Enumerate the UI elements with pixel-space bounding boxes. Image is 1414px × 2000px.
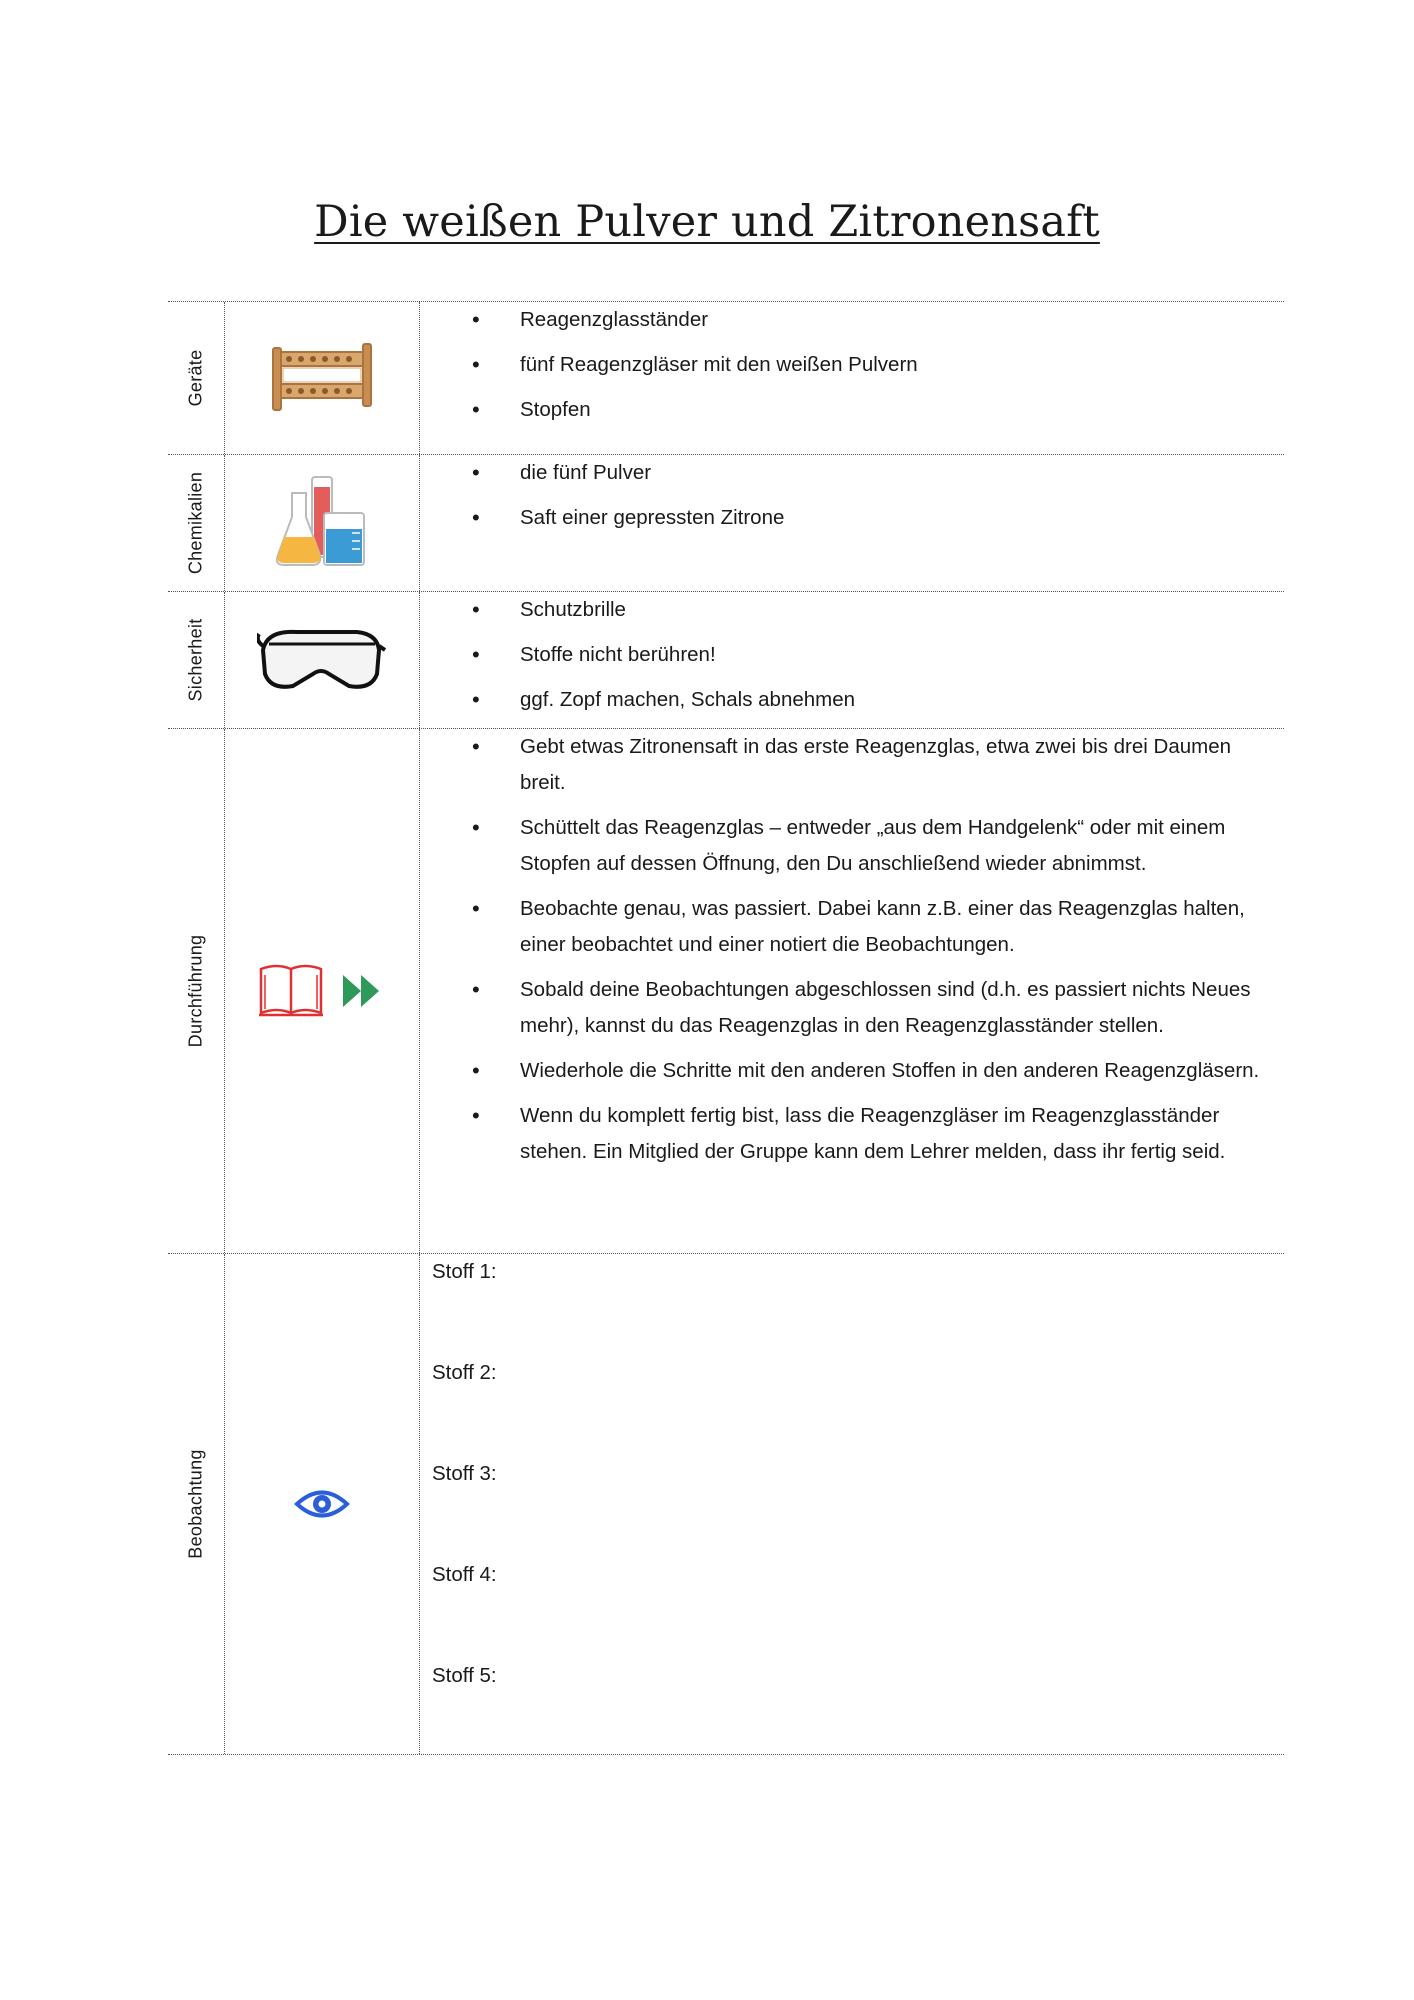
list-item: • Schüttelt das Reagenzglas – entweder „aus dem Handgelenk“ oder mit einem Stopfen auf dessen Öffnung, den Du anschließend wieder abnimmst.	[420, 810, 1264, 882]
section-content	[420, 1254, 1284, 1754]
safety-goggles-icon	[225, 592, 420, 728]
observation-field[interactable]: Stoff 3:	[432, 1462, 497, 1485]
list-item: • Reagenzglasständer	[420, 302, 1264, 338]
list-item: • Gebt etwas Zitronensaft in das erste Reagenzglas, etwa zwei bis drei Daumen breit.	[420, 729, 1264, 801]
worksheet-table	[168, 301, 1284, 1755]
section-label: Geräte	[168, 302, 225, 454]
list-item: • Wiederhole die Schritte mit den anderen Stoffen in den anderen Reagenzgläsern.	[420, 1053, 1264, 1089]
section-beobachtung	[168, 1253, 1284, 1755]
section-content	[420, 455, 1284, 591]
item-list	[420, 592, 1264, 718]
item-list	[420, 729, 1264, 1170]
section-content	[420, 302, 1284, 454]
beakers-icon	[225, 455, 420, 591]
item-list	[420, 302, 1264, 428]
list-item: • Stopfen	[420, 392, 1264, 428]
section-content	[420, 729, 1284, 1253]
eye-icon	[225, 1254, 420, 1754]
list-item: • Wenn du komplett fertig bist, lass die Reagenzgläser im Reagenzglasständer stehen. Ein Mitglied der Gruppe kann dem Lehrer melden, dass ihr fertig seid.	[420, 1098, 1264, 1170]
section-geraete	[168, 301, 1284, 454]
section-label: Chemikalien	[168, 455, 225, 591]
observation-field[interactable]: Stoff 2:	[432, 1361, 497, 1384]
list-item: • Schutzbrille	[420, 592, 1264, 628]
observation-field[interactable]: Stoff 1:	[432, 1260, 497, 1283]
list-item: • Saft einer gepressten Zitrone	[420, 500, 1264, 536]
section-label: Durchführung	[168, 729, 225, 1253]
test-tube-rack-icon	[225, 302, 420, 454]
observation-field[interactable]: Stoff 4:	[432, 1563, 497, 1586]
list-item: • ggf. Zopf machen, Schals abnehmen	[420, 682, 1264, 718]
section-sicherheit	[168, 591, 1284, 728]
list-item: • Sobald deine Beobachtungen abgeschlossen sind (d.h. es passiert nichts Neues mehr), kannst du das Reagenzglas in den Reagenzglasständer stellen.	[420, 972, 1264, 1044]
section-label: Beobachtung	[168, 1254, 225, 1754]
list-item: • fünf Reagenzgläser mit den weißen Pulvern	[420, 347, 1264, 383]
list-item: • die fünf Pulver	[420, 455, 1264, 491]
section-content	[420, 592, 1284, 728]
item-list	[420, 455, 1264, 536]
page-title: Die weißen Pulver und Zitronensaft	[314, 197, 1100, 247]
list-item: • Beobachte genau, was passiert. Dabei kann z.B. einer das Reagenzglas halten, einer beobachtet und einer notiert die Beobachtungen.	[420, 891, 1264, 963]
section-label: Sicherheit	[168, 592, 225, 728]
icon-group	[225, 729, 420, 1253]
section-durchfuehrung	[168, 728, 1284, 1253]
section-chemikalien	[168, 454, 1284, 591]
list-item: • Stoffe nicht berühren!	[420, 637, 1264, 673]
open-book-icon	[257, 961, 387, 1021]
observation-field[interactable]: Stoff 5:	[432, 1664, 497, 1687]
